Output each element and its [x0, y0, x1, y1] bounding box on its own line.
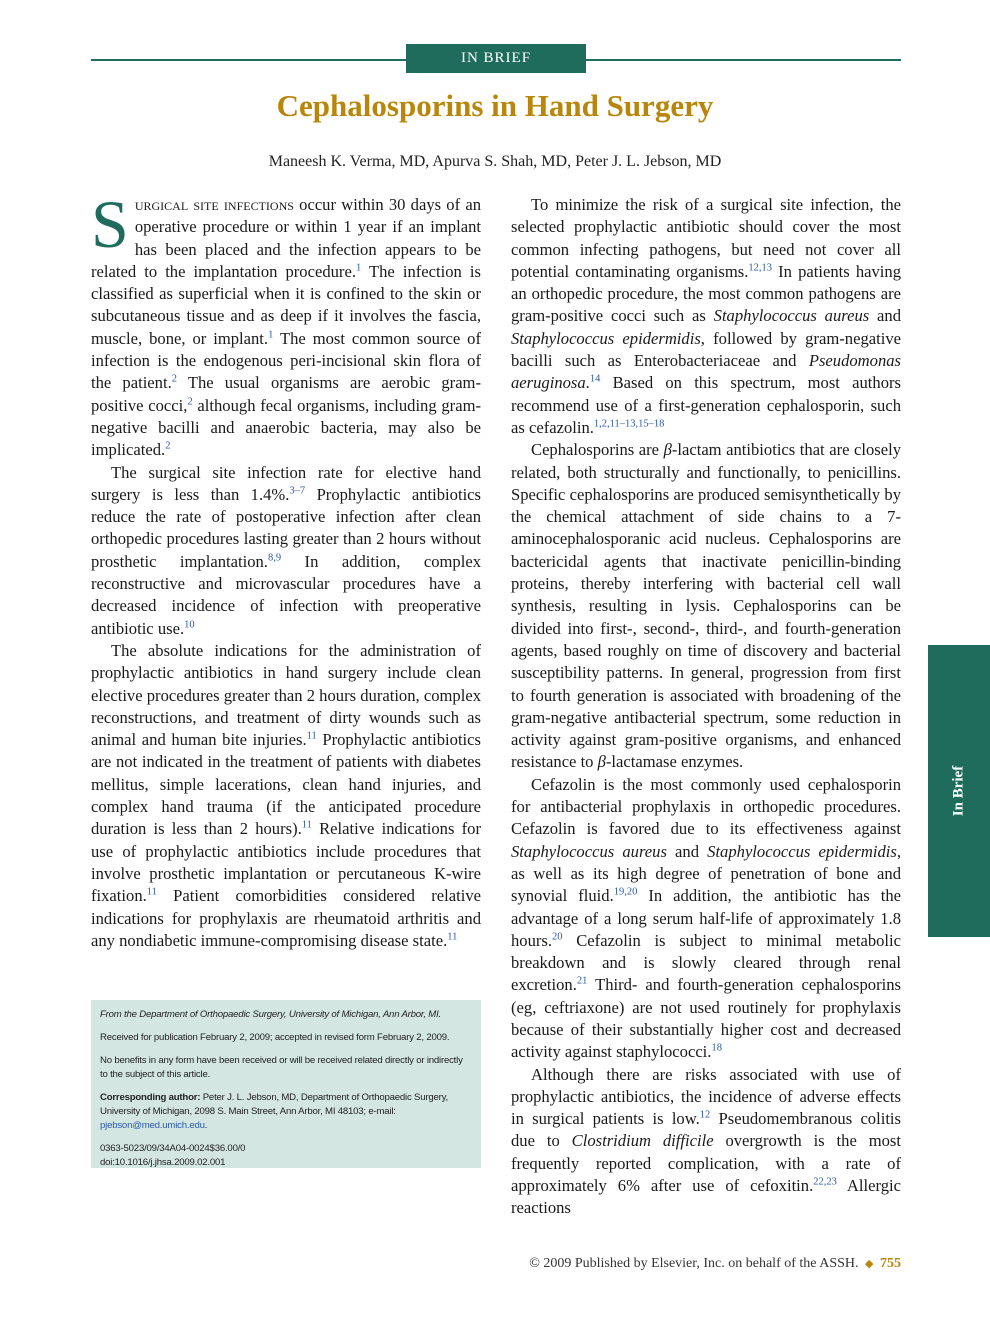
section-tag: IN BRIEF — [406, 44, 586, 73]
right-column — [511, 194, 901, 1220]
in-brief-side-tab — [928, 645, 990, 937]
ref-link[interactable]: 2 — [187, 396, 193, 408]
ref-link[interactable]: 11 — [301, 819, 312, 831]
drop-cap: S — [91, 186, 129, 262]
ref-link[interactable]: 18 — [711, 1042, 722, 1054]
header-rule-right — [585, 59, 901, 61]
page-number: 755 — [880, 1256, 901, 1271]
left-column — [91, 186, 481, 952]
ref-link[interactable]: 10 — [184, 619, 195, 631]
ref-link[interactable]: 11 — [447, 931, 458, 943]
lead-in: urgical site infections — [134, 195, 294, 214]
author-email-link[interactable]: pjebson@med.umich.edu — [100, 1120, 205, 1131]
author-list: Maneesh K. Verma, MD, Apurva S. Shah, MD, Peter J. L. Jebson, MD — [268, 153, 722, 170]
paragraph-7: Although there are risks associated with use of prophylactic antibiotics, the incidence of adverse effects in surgical patients is low.$^{12}$ Pseudomembranous colitis due to Clostridium difficile overgrowth is the most frequently reported complication, with a rate of approximately 6% after use of cefoxitin.$^{22,23}$ Allergic reactions — [511, 1064, 901, 1218]
corresponding-author-note: Corresponding author: Peter J. L. Jebson, MD, Department of Orthopaedic Surgery, University of Michigan, 2098 S. Main Street, Ann Arbor, MI 48103; e-mail: pjebson@med.umich.edu. — [100, 1092, 448, 1131]
paragraph-3: The absolute indications for the administration of prophylactic antibiotics in hand surgery include clean elective procedures greater than 2 hours duration, complex reconstructions, and treatment of dirty wounds such as animal and human bite injuries.$^{11}$ Prophylactic antibiotics are not indicated in the treatment of patients with diabetes mellitus, simple lacerations, clean hand injuries, and complex hand trauma (if the anticipated procedure duration is less than 2 hours).$^{11}$ Relative indications for use of prophylactic antibiotics include procedures that involve prosthetic implantation or percutaneous K-wire fixation.$^{11}$ Patient comorbidities considered relative indications for prophylaxis are rheumatoid arthritis and any nondiabetic immune-compromising disease state.$^{11}$ — [91, 640, 481, 950]
paragraph-2: The surgical site infection rate for elective hand surgery is less than 1.4%.$^{3-7}$ Prophylactic antibiotics reduce the rate of postoperative infection after clean orthopedic procedures lasting greater than 2 hours without prosthetic implantation.$^{8,9}$ In addition, complex reconstructive and microvascular procedures have a decreased incidence of infection with preoperative antibiotic use.$^{10}$ — [91, 462, 481, 638]
ref-link[interactable]: 2 — [165, 440, 171, 452]
page-footer — [529, 1256, 901, 1272]
paragraph-4: To minimize the risk of a surgical site infection, the selected prophylactic antibiotic should cover the most common infecting pathogens, but need not cover all potential contaminating organisms.$^{12,13}$ In patients having an orthopedic procedure, the most common pathogens are gram-positive cocci such as Staphylococcus aureus and Staphylococcus epidermidis, followed by gram-negative bacilli such as Enterobacteriaceae and Pseudomonas aeruginosa.$^{14}$ Based on this spectrum, most authors recommend use of a first-generation cephalosporin, such as cefazolin.$^{1,2,11-13,15-18}$ — [511, 195, 902, 437]
ref-link[interactable]: 11 — [146, 886, 157, 898]
header-rule-left — [91, 59, 407, 61]
article-title: Cephalosporins in Hand Surgery — [276, 88, 714, 123]
ref-link[interactable]: 20 — [552, 931, 563, 943]
ref-link[interactable]: 22,23 — [813, 1176, 837, 1188]
affiliation-note: From the Department of Orthopaedic Surgery, University of Michigan, Ann Arbor, MI. — [100, 1009, 442, 1020]
ref-link[interactable]: 19,20 — [613, 886, 638, 898]
paragraph-1: Surgical site infections occur within 30 days of an operative procedure or within 1 year if an implant has been placed and the infection appears to be related to the implantation procedure.$^1$ The infection is classified as superficial when it is confined to the skin or subcutaneous tissue and as deep if it involves the fascia, muscle, bone, or implant.$^1$ The most common source of infection is the endogenous peri-incisional skin flora of the patient.$^2$ The usual organisms are aerobic gram-positive cocci,$^2$ although fecal organisms, including gram-negative bacilli and anaerobic bacteria, may also be implicated.$^2$ — [91, 186, 481, 460]
diamond-icon: ◆ — [865, 1258, 874, 1270]
paragraph-5: Cephalosporins are β-lactam antibiotics that are closely related, both structurally and functionally, to penicillins. Specific cephalosporins are produced semisynthetically by the chemical attachment of side chains to a 7-aminocephalosporanic acid nucleus. Cephalosporins are bactericidal agents that inactivate penicillin-binding proteins, thereby interfering with bacterial cell wall synthesis, resulting in lysis. Cephalosporins can be divided into first-, second-, third-, and fourth-generation agents, based roughly on time of discovery and bacterial susceptibility patterns. In general, progression from first to fourth generation is associated with broadening of the gram-negative antibacterial spectrum, some reduction in activity against gram-positive organisms, and enhanced resistance to β-lactamase enzymes. — [511, 440, 901, 772]
copyright-text: © 2009 Published by Elsevier, Inc. on behalf of the ASSH. — [529, 1256, 859, 1271]
ref-link[interactable]: 8,9 — [267, 552, 282, 564]
article-notes-box — [91, 1000, 481, 1168]
received-note: Received for publication February 2, 2009; accepted in revised form February 2, 2009. — [100, 1032, 450, 1043]
doi-text: doi:10.1016/j.jhsa.2009.02.001 — [100, 1157, 226, 1168]
disclosure-note: No benefits in any form have been received or will be received related directly or indirectly to the subject of this article. — [100, 1055, 463, 1080]
ref-link[interactable]: 12 — [699, 1109, 711, 1121]
side-tab-label: In Brief — [950, 765, 967, 817]
ref-link[interactable]: 1 — [268, 329, 274, 341]
ref-link[interactable]: 1 — [355, 262, 362, 274]
ref-link[interactable]: 2 — [171, 373, 177, 385]
ref-link[interactable]: 11 — [306, 730, 317, 742]
paragraph-6: Cefazolin is the most commonly used cephalosporin for antibacterial prophylaxis in orthopedic procedures. Cefazolin is favored due to its effectiveness against Staphylococcus aureus and Staphylococcus epidermidis, as well as its high degree of penetration of bone and synovial fluid.$^{19,20}$ In addition, the antibiotic has the advantage of a long serum half-life of approximately 1.8 hours.$^{20}$ Cefazolin is subject to minimal metabolic breakdown and is slowly cleared through renal excretion.$^{21}$ Third- and fourth-generation cephalosporins (eg, ceftriaxone) are not used routinely for prophylaxis because of their substantially higher cost and decreased activity against staphylococci.$^{18}$ — [511, 774, 901, 1062]
ref-link[interactable]: 21 — [576, 975, 588, 987]
ref-link[interactable]: 3–7 — [289, 485, 306, 497]
ref-link[interactable]: 1,2,11–13,15–18 — [593, 418, 665, 430]
ref-link[interactable]: 12,13 — [748, 262, 772, 274]
issn-doi-note: 0363-5023/09/34A04-0024$36.00/0 doi:10.1016/j.jhsa.2009.02.001 — [100, 1143, 246, 1168]
ref-link[interactable]: 14 — [589, 373, 601, 385]
